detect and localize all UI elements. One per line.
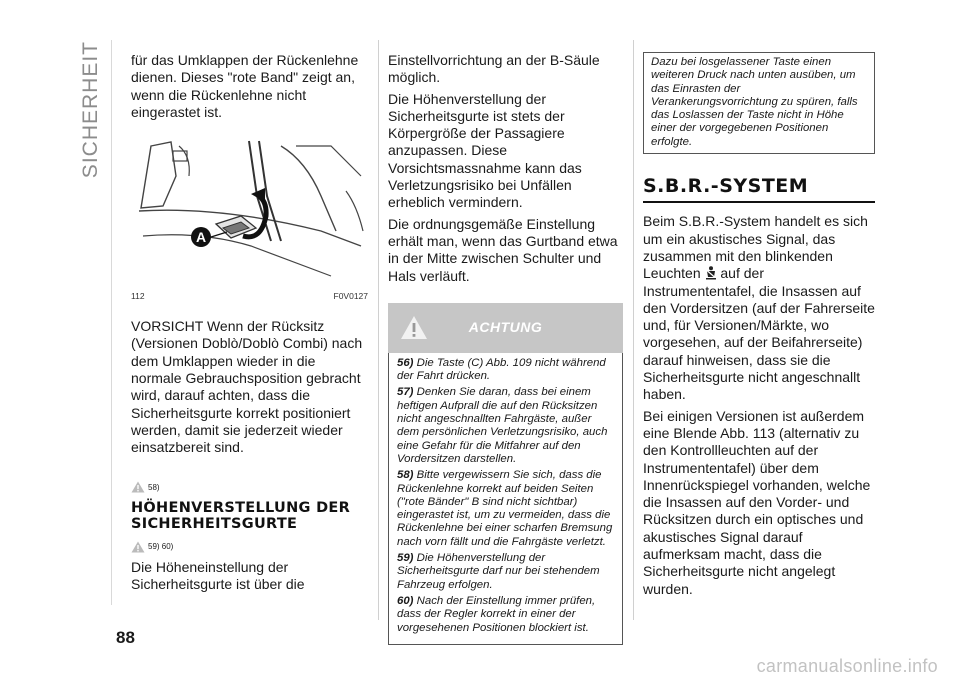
column-divider: [633, 40, 634, 620]
warning-box-body: [388, 353, 623, 645]
section-title: SICHERHEIT: [79, 41, 102, 179]
warning-icon: [131, 481, 145, 493]
section-heading: S.B.R.-SYSTEM: [643, 178, 875, 203]
figure-marker: A: [195, 229, 207, 246]
side-rule: [111, 40, 112, 605]
paragraph: Die ordnungsgemäße Einstellung erhält man, wenn das Gurtband etwa in der Mitte zwischen Schulter und Hals verläuft.: [388, 215, 618, 284]
section-heading: HÖHENVERSTELLUNG DER SICHERHEITSGURTE: [131, 499, 351, 532]
column-2: [388, 52, 623, 645]
warning-ref: 59) 60): [131, 538, 368, 555]
warning-label: ACHTUNG: [468, 319, 543, 336]
warning-item: 56) Die Taste (C) Abb. 109 nicht während der Fahrt drücken.: [397, 356, 606, 383]
paragraph: Beim S.B.R.-System handelt es sich um ein akustisches Signal, das zusammen mit den blinkenden Leuchten auf der Instrumententafel, die Insassen auf den Vordersitzen (auf der Fahrerseite und, für Versionen/Märkte, wo vorgesehen, auf der Beifahrerseite) darauf hinweisen, dass sie die Sicherheitsgurte nicht angeschnallt haben.: [643, 213, 875, 403]
figure-112: [131, 136, 368, 304]
warning-item: 59) Die Höhenverstellung der Sicherheitsgurte darf nur bei stehendem Fahrzeug erfolgen.: [397, 552, 600, 591]
seatbelt-illustration: [131, 136, 368, 286]
paragraph: für das Umklappen der Rückenlehne dienen. Dieses "rote Band" zeigt an, wenn die Rückenlehne nicht eingerastet ist.: [131, 52, 359, 120]
warning-triangle-icon: [400, 315, 428, 340]
warning-item: 60) Nach der Einstellung immer prüfen, dass der Regler korrekt in einer der vorgesehenen Positionen blockiert ist.: [397, 594, 596, 634]
watermark: carmanualsonline.info: [756, 656, 938, 676]
figure-number: 112: [131, 291, 145, 302]
paragraph: Bei einigen Versionen ist außerdem eine Blende Abb. 113 (alternativ zu den Kontrollleuchten auf der Instrumententafel) über dem Innenrückspiegel vorhanden, welche die Insassen auf den Vorder- und Rücksitzen durch ein optisches und akustisches Signal darauf aufmerksam macht, dass die Sicherheitsgurte nicht angelegt wurden.: [643, 407, 871, 597]
warning-box-header: [388, 303, 623, 353]
paragraph: Die Höhenverstellung der Sicherheitsgurte ist stets der Körpergröße der Passagiere anzupassen. Diese Vorsichtsmassnahme kann das Verletzungsrisiko bei Unfällen erheblich vermindern.: [388, 90, 582, 211]
seatbelt-warning-icon: [705, 266, 717, 280]
column-1: [131, 52, 368, 598]
paragraph: Die Höheneinstellung der Sicherheitsgurte ist über die: [131, 559, 305, 593]
paragraph: Einstellvorrichtung an der B-Säule möglich.: [388, 52, 600, 86]
column-divider: [378, 40, 379, 620]
column-3: [643, 52, 875, 602]
figure-code: F0V0127: [333, 291, 368, 302]
warning-item: 58) Bitte vergewissern Sie sich, dass die Rückenlehne korrekt auf beiden Seiten ("rote Bänder" B sind nicht sichtbar) eingerastet ist, um zu vermeiden, dass die Rückenlehne bei einer scharfen Bremsung nach vorn fällt und die Fahrgäste verletzt.: [397, 469, 613, 548]
page-number: 88: [116, 628, 135, 647]
warning-icon: [131, 541, 145, 553]
info-box: Dazu bei losgelassener Taste einen weiteren Druck nach unten ausüben, um das Einrasten der Verankerungsvorrichtung zu spüren, falls das Loslassen der Taste nicht in Höhe einer der vorgegebenen Positionen erfolgte.: [643, 52, 875, 154]
section-side-tab: [80, 40, 102, 180]
paragraph: VORSICHT Wenn der Rücksitz (Versionen Doblò/Doblò Combi) nach dem Umklappen wieder in die normale Gebrauchsposition gebracht wird, darauf achten, dass die Sicherheitsgurte korrekt positioniert werden, damit sie jederzeit wieder einsatzbereit sind.: [131, 318, 363, 456]
warning-item: 57) Denken Sie daran, dass bei einem heftigen Aufprall die auf den Rücksitzen nicht angeschnallten Fahrgäste, außer dem persönlichen Verletzungsrisiko, auch eine Gefahr für die Mitfahrer auf den Vordersitzen darstellen.: [397, 386, 608, 465]
warning-ref: 58): [131, 479, 368, 496]
